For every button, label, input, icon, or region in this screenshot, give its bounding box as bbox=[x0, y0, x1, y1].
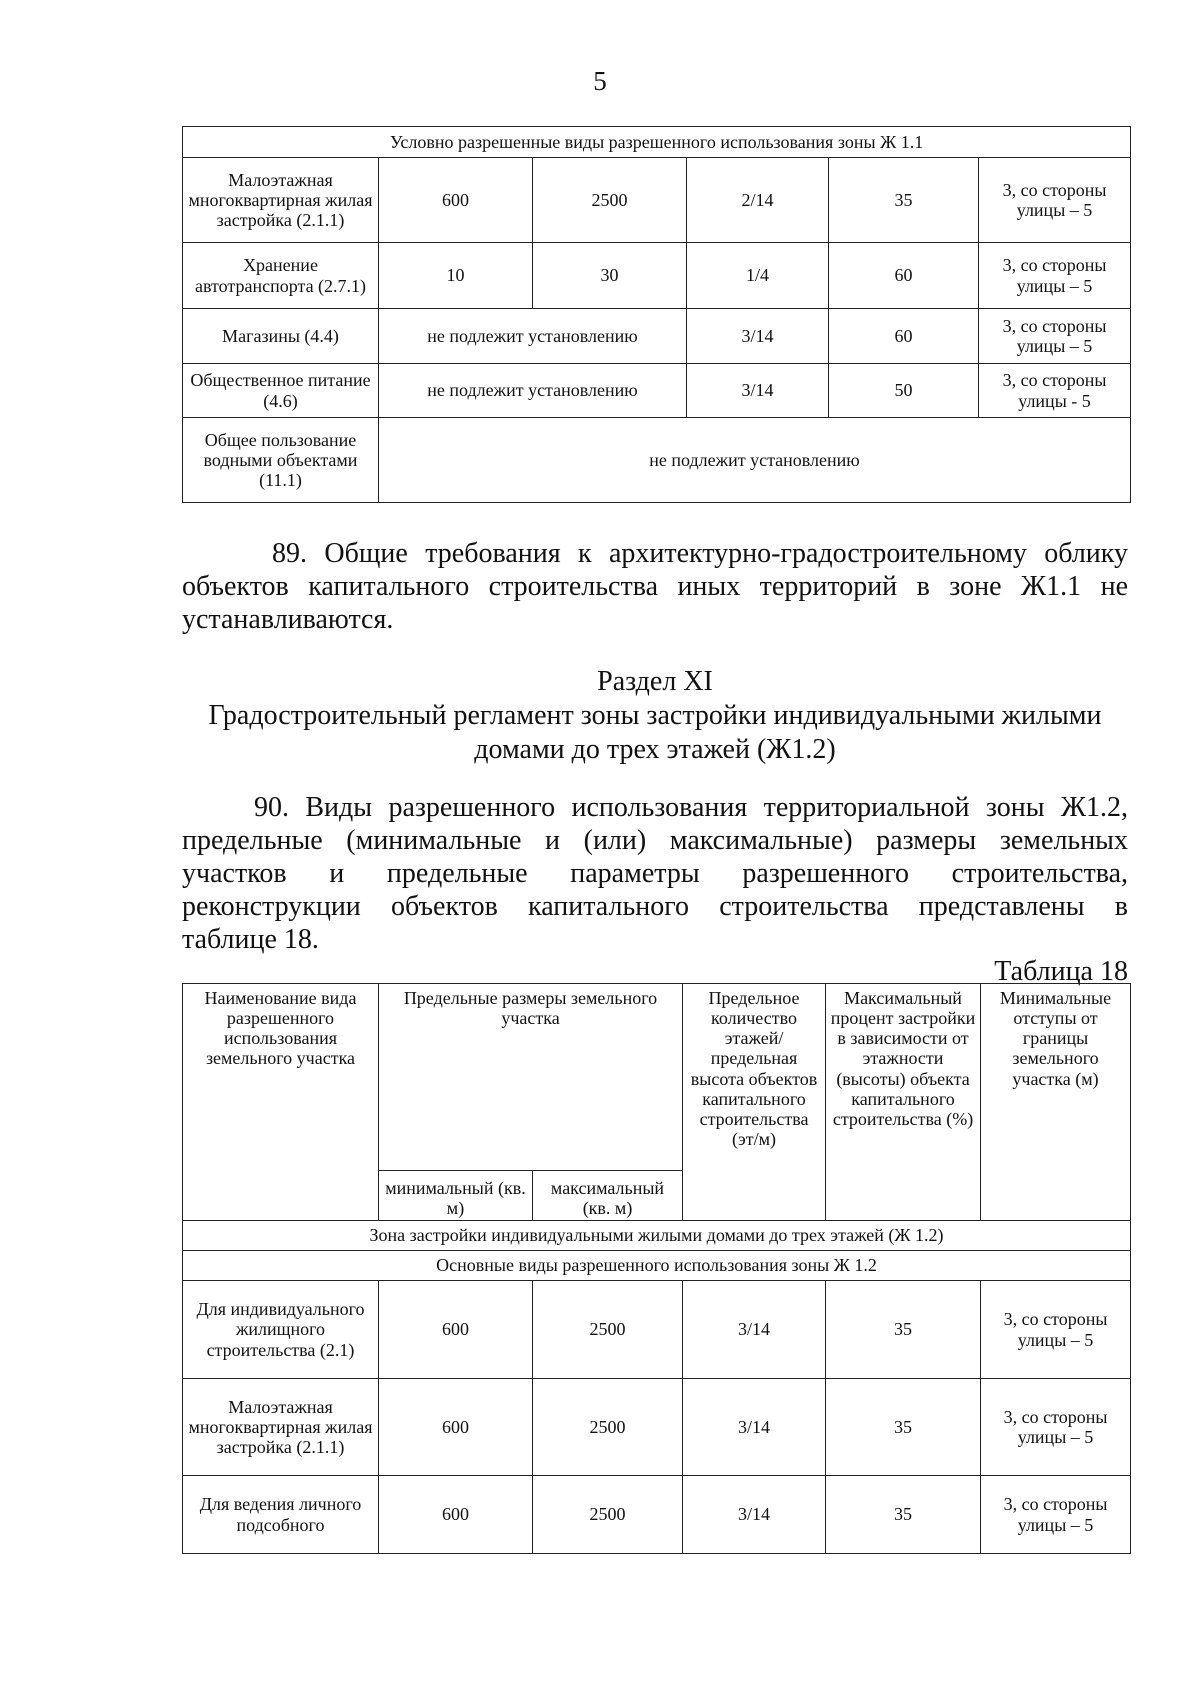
cell-size: не подлежит установлению bbox=[379, 309, 687, 364]
table-row bbox=[183, 127, 1131, 158]
table-row bbox=[183, 309, 1131, 364]
table-caption: Таблица 18 bbox=[994, 956, 1128, 987]
cell-name: Магазины (4.4) bbox=[183, 309, 379, 364]
cell-max: 2500 bbox=[533, 1379, 683, 1476]
table-row bbox=[183, 158, 1131, 243]
cell-floors: 3/14 bbox=[687, 309, 829, 364]
cell-floors: 3/14 bbox=[683, 1379, 826, 1476]
section-subtitle-line: Градостроительный регламент зоны застройки индивидуальными жилыми bbox=[208, 700, 1102, 731]
table-row bbox=[183, 1251, 1131, 1281]
header-percent: Максимальный процент застройки в зависимости от этажности (высоты) объекта капитального строительства (%) bbox=[826, 984, 981, 1221]
paragraph-line: устанавливаются. bbox=[182, 604, 394, 635]
table-18 bbox=[182, 983, 1131, 1554]
cell-setback: 3, со стороны улицы – 5 bbox=[979, 158, 1131, 243]
header-floors: Предельное количество этажей/ предельная высота объектов капитального строительства (эт/м) bbox=[683, 984, 826, 1221]
cell-min: 600 bbox=[379, 1379, 533, 1476]
header-name: Наименование вида разрешенного использования земельного участка bbox=[183, 984, 379, 1221]
cell-percent: 50 bbox=[829, 364, 979, 418]
table-row bbox=[183, 364, 1131, 418]
paragraph-line: 89. Общие требования к архитектурно-градостроительному облику bbox=[272, 538, 1128, 569]
paragraph-line: реконструкции объектов капитального строительства представлены в bbox=[182, 891, 1128, 922]
cell-name: Малоэтажная многоквартирная жилая застройка (2.1.1) bbox=[183, 158, 379, 243]
cell-max: 30 bbox=[533, 243, 687, 309]
section-title: Раздел XI bbox=[597, 666, 713, 697]
paragraph-line: предельные (минимальные и (или) максимальные) размеры земельных bbox=[182, 825, 1128, 856]
cell-setback: 3, со стороны улицы – 5 bbox=[979, 309, 1131, 364]
page-number: 5 bbox=[593, 66, 607, 96]
cell-setback: 3, со стороны улицы – 5 bbox=[981, 1476, 1131, 1554]
cell-setback: 3, со стороны улицы – 5 bbox=[981, 1281, 1131, 1379]
cell-percent: 35 bbox=[826, 1379, 981, 1476]
cell-floors: 2/14 bbox=[687, 158, 829, 243]
table-row bbox=[183, 1221, 1131, 1251]
table-row bbox=[183, 243, 1131, 309]
header-max: максимальный (кв. м) bbox=[533, 1171, 683, 1221]
table-header-row bbox=[183, 984, 1131, 1171]
section-heading bbox=[182, 665, 1128, 767]
cell-percent: 60 bbox=[829, 309, 979, 364]
paragraph-89 bbox=[182, 537, 1128, 636]
header-size: Предельные размеры земельного участка bbox=[379, 984, 683, 1171]
table-row bbox=[183, 1379, 1131, 1476]
cell-max: 2500 bbox=[533, 1281, 683, 1379]
cell-min: 600 bbox=[379, 1281, 533, 1379]
table-zone-zh11-conditional bbox=[182, 126, 1131, 503]
cell-min: 600 bbox=[379, 1476, 533, 1554]
paragraph-90 bbox=[182, 791, 1128, 956]
cell-max: 2500 bbox=[533, 1476, 683, 1554]
cell-floors: 3/14 bbox=[683, 1281, 826, 1379]
section-subtitle-line: домами до трех этажей (Ж1.2) bbox=[474, 734, 836, 765]
cell-percent: 35 bbox=[829, 158, 979, 243]
cell-name: Для индивидуального жилищного строительства (2.1) bbox=[183, 1281, 379, 1379]
paragraph-line: объектов капитального строительства иных территорий в зоне Ж1.1 не bbox=[182, 571, 1128, 602]
cell-percent: 35 bbox=[826, 1476, 981, 1554]
cell-setback: 3, со стороны улицы – 5 bbox=[981, 1379, 1131, 1476]
paragraph-line: участков и предельные параметры разрешенного строительства, bbox=[182, 858, 1128, 889]
cell-percent: 60 bbox=[829, 243, 979, 309]
cell-name: Малоэтажная многоквартирная жилая застройка (2.1.1) bbox=[183, 1379, 379, 1476]
paragraph-line: 90. Виды разрешенного использования территориальной зоны Ж1.2, bbox=[254, 792, 1128, 823]
basic-row: Основные виды разрешенного использования зоны Ж 1.2 bbox=[183, 1251, 1131, 1281]
cell-all: не подлежит установлению bbox=[379, 418, 1131, 503]
paragraph-line: таблице 18. bbox=[182, 924, 319, 955]
cell-max: 2500 bbox=[533, 158, 687, 243]
cell-min: 600 bbox=[379, 158, 533, 243]
cell-name: Общее пользование водными объектами (11.1) bbox=[183, 418, 379, 503]
cell-min: 10 bbox=[379, 243, 533, 309]
zone-row: Зона застройки индивидуальными жилыми домами до трех этажей (Ж 1.2) bbox=[183, 1221, 1131, 1251]
cell-size: не подлежит установлению bbox=[379, 364, 687, 418]
table-row bbox=[183, 1281, 1131, 1379]
cell-setback: 3, со стороны улицы - 5 bbox=[979, 364, 1131, 418]
cell-name: Для ведения личного подсобного bbox=[183, 1476, 379, 1554]
cell-name: Хранение автотранспорта (2.7.1) bbox=[183, 243, 379, 309]
cell-name: Общественное питание (4.6) bbox=[183, 364, 379, 418]
table-row bbox=[183, 418, 1131, 503]
header-setback: Минимальные отступы от границы земельного участка (м) bbox=[981, 984, 1131, 1221]
cell-floors: 3/14 bbox=[683, 1476, 826, 1554]
header-min: минимальный (кв. м) bbox=[379, 1171, 533, 1221]
cell-setback: 3, со стороны улицы – 5 bbox=[979, 243, 1131, 309]
table-header: Условно разрешенные виды разрешенного использования зоны Ж 1.1 bbox=[183, 127, 1131, 158]
table-row bbox=[183, 1476, 1131, 1554]
cell-floors: 1/4 bbox=[687, 243, 829, 309]
cell-floors: 3/14 bbox=[687, 364, 829, 418]
cell-percent: 35 bbox=[826, 1281, 981, 1379]
